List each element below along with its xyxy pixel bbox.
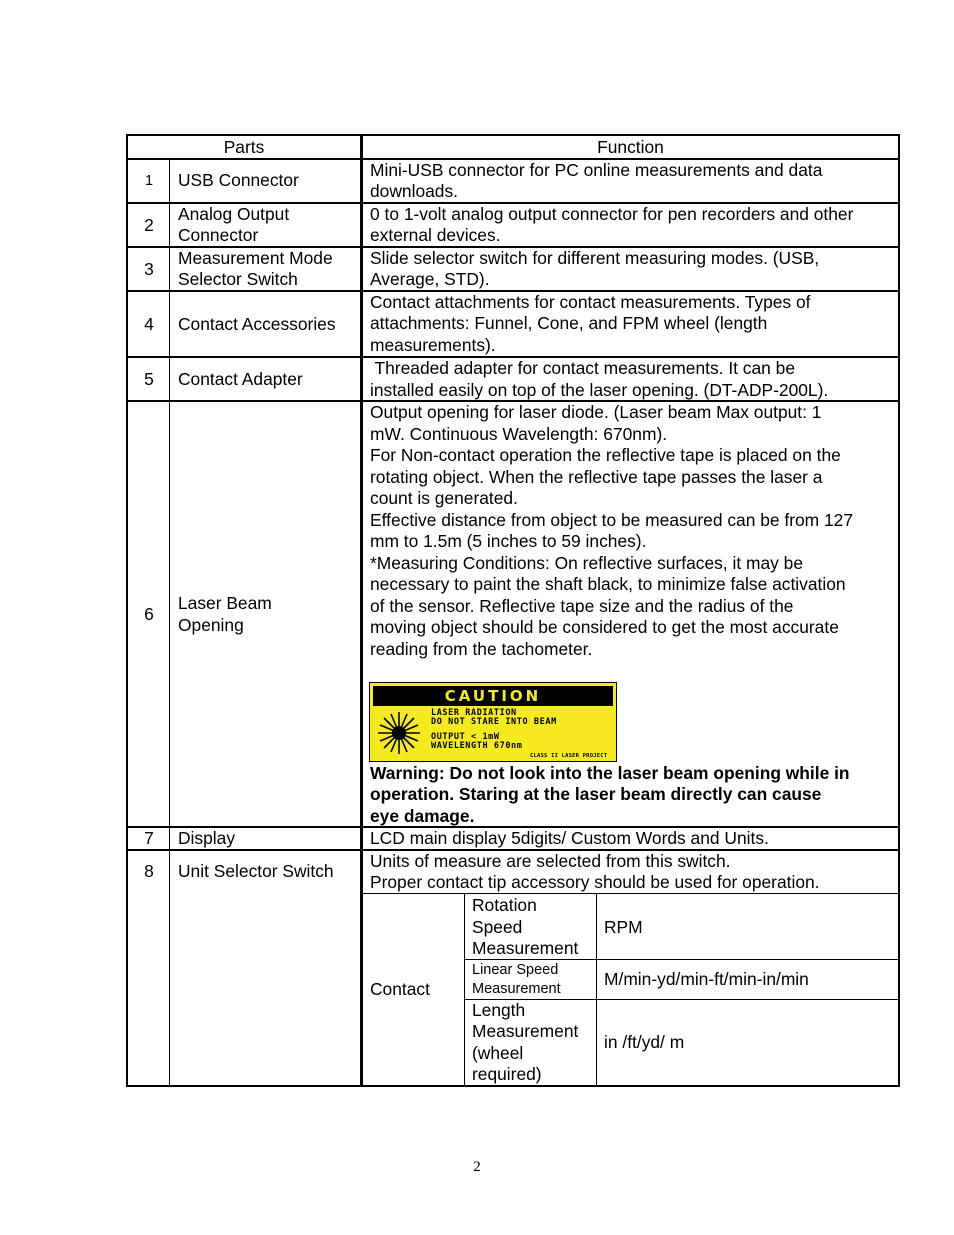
units-value: in /ft/yd/ m [604,1032,685,1052]
parts-header: Parts [223,137,265,157]
row-number: 8 [144,861,154,881]
row-number: 7 [144,828,154,848]
function-text: measurements). [370,335,496,355]
warning-text: eye damage. [370,806,475,826]
function-text: Average, STD). [370,269,490,289]
row-number: 5 [144,369,154,389]
measure-label: Linear Speed [472,962,559,978]
caution-title: CAUTION [373,686,613,706]
measure-label: required) [472,1064,542,1084]
caution-line: LASER RADIATION [431,708,517,718]
function-text: Effective distance from object to be measured can be from 127 [370,510,854,530]
part-name: Contact Accessories [178,314,336,334]
measure-label: Measurement [472,1021,579,1041]
measure-label: Length [472,1000,526,1020]
function-text: Slide selector switch for different measuring modes. (USB, [370,248,820,268]
measure-label: Rotation [472,895,537,915]
part-name: Laser Beam [178,593,272,613]
function-text: Mini-USB connector for PC online measurements and data [370,160,823,180]
function-text: installed easily on top of the laser opening. (DT-ADP-200L). [370,380,829,400]
part-name: Connector [178,225,259,245]
part-name: Display [178,828,236,848]
function-text: count is generated. [370,488,518,508]
caution-line: OUTPUT < 1mW [431,732,500,742]
function-text: Threaded adapter for contact measurements. It can be [370,358,796,378]
row-number: 3 [144,259,154,279]
warning-text: operation. Staring at the laser beam directly can cause [370,784,822,804]
caution-line: DO NOT STARE INTO BEAM [431,717,557,727]
measure-label: Measurement [472,938,579,958]
function-text: attachments: Funnel, Cone, and FPM wheel (length [370,313,768,333]
function-text: 0 to 1-volt analog output connector for pen recorders and other [370,204,854,224]
measure-label: Measurement [472,981,561,997]
part-name: Opening [178,615,244,635]
function-header: Function [597,137,664,157]
part-name: USB Connector [178,170,299,190]
function-text: rotating object. When the reflective tape passes the laser a [370,467,823,487]
laser-starburst-icon [374,708,424,758]
row-number: 6 [144,604,154,624]
function-text: For Non-contact operation the reflective tape is placed on the [370,445,841,465]
function-text: reading from the tachometer. [370,639,593,659]
part-name: Measurement Mode [178,248,333,268]
part-name: Selector Switch [178,269,298,289]
row-number: 4 [144,314,154,334]
row-number: 1 [144,173,154,189]
function-text: Contact attachments for contact measurements. Types of [370,292,811,312]
function-text: external devices. [370,225,501,245]
function-text: necessary to paint the shaft black, to minimize false activation [370,574,846,594]
function-text: *Measuring Conditions: On reflective surfaces, it may be [370,553,804,573]
units-value: M/min-yd/min-ft/min-in/min [604,969,809,989]
function-text: mW. Continuous Wavelength: 670nm). [370,424,668,444]
caution-line: WAVELENGTH 670nm [431,741,523,751]
function-text: moving object should be considered to get the most accurate [370,617,839,637]
warning-text: Warning: Do not look into the laser beam opening while in [370,763,850,783]
measure-label: (wheel [472,1043,524,1063]
function-text: of the sensor. Reflective tape size and the radius of the [370,596,794,616]
part-name: Contact Adapter [178,369,303,389]
function-text: Output opening for laser diode. (Laser beam Max output: 1 [370,402,822,422]
function-text: mm to 1.5m (5 inches to 59 inches). [370,531,647,551]
part-name: Analog Output [178,204,290,224]
units-value: RPM [604,917,643,937]
function-text: Units of measure are selected from this switch. [370,851,731,871]
function-text: downloads. [370,181,458,201]
measure-label: Speed [472,917,523,937]
function-text: LCD main display 5digits/ Custom Words and Units. [370,828,769,848]
caution-line: CLASS II LASER PROJECT [530,753,608,759]
part-name: Unit Selector Switch [178,861,334,881]
mode-label: Contact [370,979,430,999]
row-number: 2 [144,215,154,235]
page-number: 2 [473,1159,481,1175]
function-text: Proper contact tip accessory should be used for operation. [370,872,820,892]
laser-caution-label [369,682,617,762]
